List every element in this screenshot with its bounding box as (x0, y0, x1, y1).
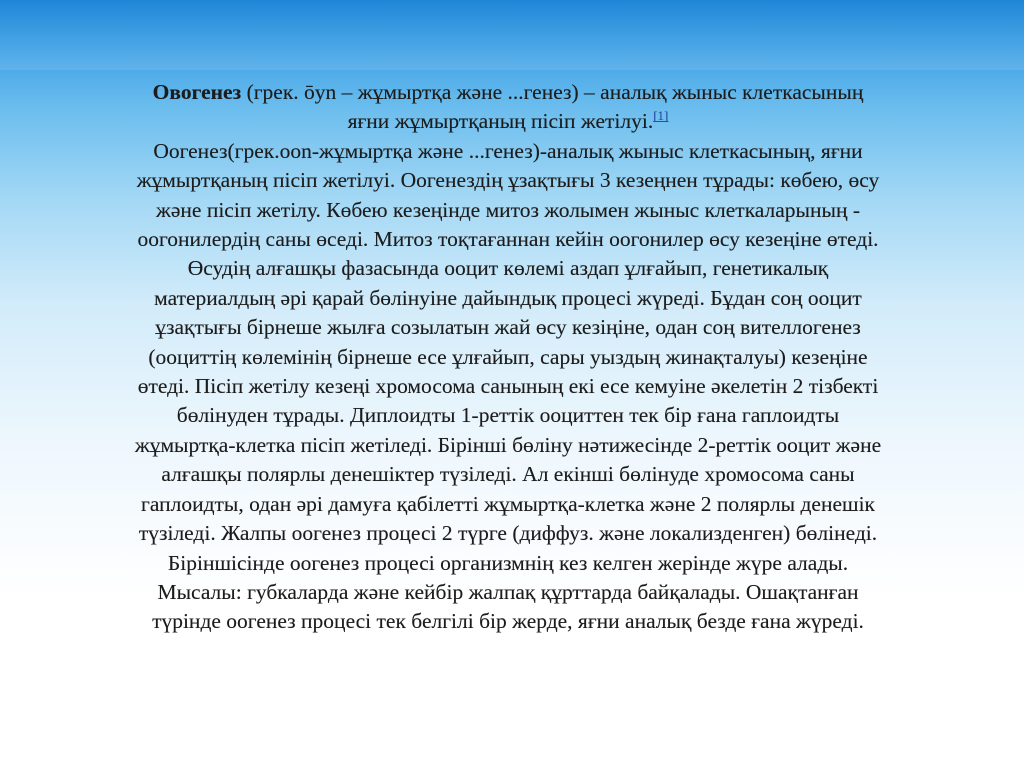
body-line: Оогенез(грек.oon-жұмыртқа және ...генез)-аналық жыныс клеткасының, яғни (153, 138, 863, 163)
body-line: жұмыртқаның пісіп жетілуі. Оогенездің ұзақтығы 3 кезеңнен тұрады: көбею, өсу (136, 168, 880, 193)
body-line: (ооциттің көлемінің бірнеше есе ұлғайып, сары уыздың жинақталуы) кезеңіне (148, 344, 868, 369)
body-line: ұзақтығы бірнеше жылға созылатын жай өсу кезіңіне, одан соң вителлогенез (155, 315, 861, 340)
body-line: Біріншісінде оогенез процесі организмнің кез келген жерінде жүре алады. (167, 550, 849, 575)
term-ovogenez: Овогенез (152, 80, 242, 104)
slide-background-gloss (0, 0, 1024, 70)
definition-line-2-text: яғни жұмыртқаның пісіп жетілуі. (347, 109, 654, 134)
body-line: Мысалы: губкаларда және кейбір жалпақ құрттарда байқалады. Ошақтанған (157, 579, 859, 604)
body-line: және пісіп жетілу. Көбею кезеңінде митоз жолымен жыныс клеткаларының - (156, 197, 860, 222)
body-line: гаплоидты, одан әрі дамуға қабілетті жұмыртқа-клетка және 2 полярлы денешік (141, 491, 875, 516)
body-line: Өсудің алғашқы фазасында ооцит көлемі аздап ұлғайып, генетикалық (187, 256, 829, 281)
body-line: түзіледі. Жалпы оогенез процесі 2 түрге (диффуз. және локализденген) бөлінеді. (138, 521, 878, 546)
definition-line-2 (8, 107, 1008, 136)
definition-line-1-rest: (грек. ōуn – жұмыртқа және ...генез) – аналық жыныс клеткасының (241, 80, 864, 104)
body-line: материалдың әрі қарай бөлінуіне дайындық процесі жүреді. Бұдан соң ооцит (154, 285, 862, 310)
body-line: оогонилердің саны өседі. Митоз тоқтағаннан кейін оогонилер өсу кезеңіне өтеді. (137, 227, 879, 252)
body-line: түрінде оогенез процесі тек белгілі бір жерде, яғни аналық безде ғана жүреді. (152, 609, 864, 634)
body-line: жұмыртқа-клетка пісіп жетіледі. Бірінші бөліну нәтижесінде 2-реттік ооцит және (134, 432, 882, 457)
reference-link[interactable]: [1] (653, 108, 669, 124)
body-line: бөлінуден тұрады. Диплоидты 1-реттік ооциттен тек бір ғана гаплоидты (176, 403, 840, 428)
definition-line-1 (8, 78, 1008, 107)
body-line: өтеді. Пісіп жетілу кезеңі хромосома санының екі есе кемуіне әкелетін 2 тізбекті (137, 374, 879, 399)
body-line: алғашқы полярлы денешіктер түзіледі. Ал екінші бөлінуде хромосома саны (161, 462, 855, 487)
slide-text-block (8, 78, 1008, 637)
